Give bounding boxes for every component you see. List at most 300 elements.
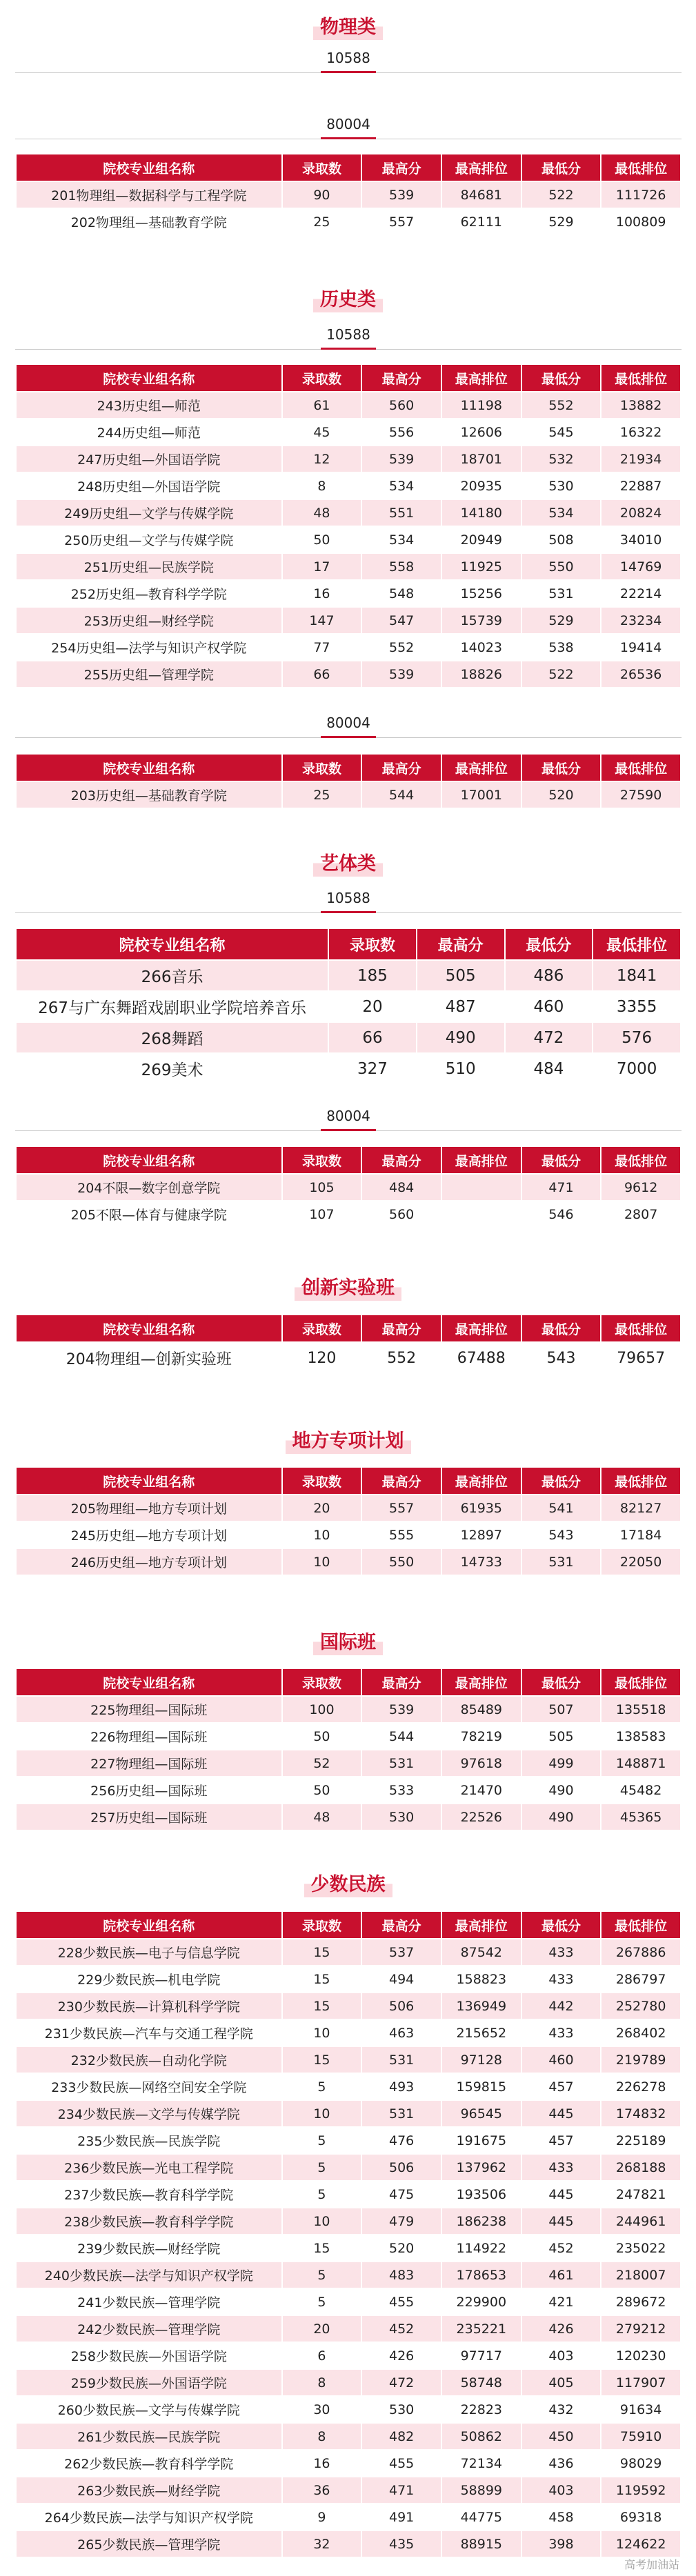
table-cell: 576 bbox=[593, 1022, 681, 1053]
table-cell: 552 bbox=[361, 1342, 441, 1374]
table-cell: 247821 bbox=[601, 2181, 681, 2208]
table-cell: 105 bbox=[282, 1174, 362, 1201]
table-cell: 10 bbox=[282, 1548, 362, 1575]
table-cell: 506 bbox=[361, 1993, 441, 2019]
table-body bbox=[16, 1939, 681, 2557]
table-cell: 233少数民族—网络空间安全学院 bbox=[16, 2073, 282, 2100]
table-row bbox=[16, 1696, 681, 1723]
table-cell: 530 bbox=[361, 2396, 441, 2423]
table-cell: 249历史组—文学与传媒学院 bbox=[16, 499, 282, 526]
table-cell: 85489 bbox=[441, 1696, 521, 1723]
table-cell: 72134 bbox=[441, 2450, 521, 2477]
table-cell: 77 bbox=[282, 634, 362, 661]
table-cell: 226物理组—国际班 bbox=[16, 1723, 282, 1750]
table-cell: 25 bbox=[282, 781, 362, 808]
table-cell: 21934 bbox=[601, 446, 681, 472]
table-cell: 16 bbox=[282, 580, 362, 607]
table-cell: 235022 bbox=[601, 2235, 681, 2262]
table-cell: 537 bbox=[361, 1939, 441, 1966]
table-cell: 98029 bbox=[601, 2450, 681, 2477]
table-row bbox=[16, 2208, 681, 2235]
table-cell: 45 bbox=[282, 419, 362, 446]
table-cell: 530 bbox=[361, 1804, 441, 1830]
section-title bbox=[0, 283, 696, 312]
table-cell: 21470 bbox=[441, 1777, 521, 1804]
table-cell: 252780 bbox=[601, 1993, 681, 2019]
table-cell: 529 bbox=[521, 208, 601, 235]
table-header bbox=[16, 1668, 681, 1696]
table-cell: 16 bbox=[282, 2450, 362, 2477]
table-cell: 97618 bbox=[441, 1750, 521, 1777]
table-cell: 66 bbox=[328, 1022, 417, 1053]
table-cell: 22887 bbox=[601, 472, 681, 499]
table-body bbox=[16, 1174, 681, 1228]
table-cell: 544 bbox=[361, 1723, 441, 1750]
column-header-admitted: 录取数 bbox=[328, 928, 417, 960]
table-cell: 546 bbox=[521, 1201, 601, 1228]
table-cell: 460 bbox=[521, 2046, 601, 2073]
table-cell: 219789 bbox=[601, 2046, 681, 2073]
table-cell: 88915 bbox=[441, 2530, 521, 2557]
table-cell: 16322 bbox=[601, 419, 681, 446]
table-cell: 556 bbox=[361, 419, 441, 446]
table-cell: 463 bbox=[361, 2019, 441, 2046]
column-header-min-score: 最低分 bbox=[521, 1315, 601, 1342]
table-cell: 506 bbox=[361, 2154, 441, 2181]
column-header-min-rank: 最低排位 bbox=[601, 154, 681, 181]
table-cell: 245历史组—地方专项计划 bbox=[16, 1521, 282, 1548]
table-cell: 69318 bbox=[601, 2504, 681, 2530]
table-cell: 435 bbox=[361, 2530, 441, 2557]
table-cell: 267与广东舞蹈戏剧职业学院培养音乐 bbox=[16, 991, 328, 1022]
table-cell: 12 bbox=[282, 446, 362, 472]
table-cell: 253历史组—财经学院 bbox=[16, 607, 282, 634]
table-cell: 135518 bbox=[601, 1696, 681, 1723]
table-cell: 475 bbox=[361, 2181, 441, 2208]
table-cell: 20 bbox=[282, 2315, 362, 2342]
table-cell: 8 bbox=[282, 2369, 362, 2396]
table-cell: 215652 bbox=[441, 2019, 521, 2046]
table-cell: 17001 bbox=[441, 781, 521, 808]
institution-code bbox=[15, 890, 682, 913]
table-cell: 20824 bbox=[601, 499, 681, 526]
column-header-max-score: 最高分 bbox=[361, 364, 441, 392]
table-cell: 22823 bbox=[441, 2396, 521, 2423]
table-cell: 11198 bbox=[441, 392, 521, 419]
table-cell: 534 bbox=[361, 472, 441, 499]
table-cell: 247历史组—外国语学院 bbox=[16, 446, 282, 472]
table-cell: 445 bbox=[521, 2208, 601, 2235]
table-row bbox=[16, 526, 681, 553]
table-row bbox=[16, 580, 681, 607]
table-cell: 520 bbox=[521, 781, 601, 808]
table-cell: 265少数民族—管理学院 bbox=[16, 2530, 282, 2557]
table-cell: 2807 bbox=[601, 1201, 681, 1228]
table-cell: 257历史组—国际班 bbox=[16, 1804, 282, 1830]
column-header-max-score: 最高分 bbox=[361, 1911, 441, 1939]
column-header-admitted: 录取数 bbox=[282, 1911, 362, 1939]
table-row bbox=[16, 2530, 681, 2557]
table-cell: 20949 bbox=[441, 526, 521, 553]
table-cell: 137962 bbox=[441, 2154, 521, 2181]
table-cell: 148871 bbox=[601, 1750, 681, 1777]
table-cell: 26536 bbox=[601, 661, 681, 688]
table-cell: 22050 bbox=[601, 1548, 681, 1575]
table-cell: 205物理组—地方专项计划 bbox=[16, 1495, 282, 1521]
column-header-admitted: 录取数 bbox=[282, 154, 362, 181]
header-row bbox=[16, 1911, 681, 1939]
table-cell: 244961 bbox=[601, 2208, 681, 2235]
table-cell: 15 bbox=[282, 1966, 362, 1993]
column-header-max-score: 最高分 bbox=[417, 928, 505, 960]
table-cell: 234少数民族—文学与传媒学院 bbox=[16, 2100, 282, 2127]
table-cell: 66 bbox=[282, 661, 362, 688]
table-cell: 8 bbox=[282, 2423, 362, 2450]
table-cell: 5 bbox=[282, 2181, 362, 2208]
table-cell: 269美术 bbox=[16, 1053, 328, 1084]
table-cell: 289672 bbox=[601, 2288, 681, 2315]
column-header-admitted: 录取数 bbox=[282, 1467, 362, 1495]
table-cell: 230少数民族—计算机科学学院 bbox=[16, 1993, 282, 2019]
column-header-min-rank: 最低排位 bbox=[601, 1315, 681, 1342]
section-title bbox=[0, 1271, 696, 1301]
table-cell: 246历史组—地方专项计划 bbox=[16, 1548, 282, 1575]
table-row bbox=[16, 991, 681, 1022]
table-row bbox=[16, 1521, 681, 1548]
column-header-min-rank: 最低排位 bbox=[601, 1911, 681, 1939]
table-body bbox=[16, 181, 681, 235]
table-row bbox=[16, 2181, 681, 2208]
table-cell: 327 bbox=[328, 1053, 417, 1084]
table-cell: 433 bbox=[521, 2154, 601, 2181]
institution-code bbox=[15, 326, 682, 350]
table-cell: 15 bbox=[282, 1993, 362, 2019]
table-cell: 5 bbox=[282, 2127, 362, 2154]
admission-table bbox=[15, 928, 682, 1085]
table-cell: 227物理组—国际班 bbox=[16, 1750, 282, 1777]
table-cell: 87542 bbox=[441, 1939, 521, 1966]
table-cell: 236少数民族—光电工程学院 bbox=[16, 2154, 282, 2181]
table-row bbox=[16, 2477, 681, 2504]
table-cell: 6 bbox=[282, 2342, 362, 2369]
table-cell: 522 bbox=[521, 661, 601, 688]
table-row bbox=[16, 2396, 681, 2423]
table-cell: 455 bbox=[361, 2450, 441, 2477]
table-cell: 75910 bbox=[601, 2423, 681, 2450]
column-header-max-score: 最高分 bbox=[361, 1467, 441, 1495]
table-cell: 111726 bbox=[601, 181, 681, 208]
table-cell: 147 bbox=[282, 607, 362, 634]
column-header-admitted: 录取数 bbox=[282, 1146, 362, 1174]
table-cell: 97128 bbox=[441, 2046, 521, 2073]
table-cell: 27590 bbox=[601, 781, 681, 808]
section-title bbox=[0, 1424, 696, 1454]
table-cell: 254历史组—法学与知识产权学院 bbox=[16, 634, 282, 661]
institution-code bbox=[15, 715, 682, 738]
table-row bbox=[16, 419, 681, 446]
table-cell: 5 bbox=[282, 2154, 362, 2181]
table-cell: 529 bbox=[521, 607, 601, 634]
table-cell: 445 bbox=[521, 2100, 601, 2127]
table-row bbox=[16, 1804, 681, 1830]
table-cell: 543 bbox=[521, 1521, 601, 1548]
section-title-text: 地方专项计划 bbox=[286, 1424, 411, 1454]
table-row bbox=[16, 2127, 681, 2154]
table-cell: 50 bbox=[282, 526, 362, 553]
table-cell: 100 bbox=[282, 1696, 362, 1723]
table-cell: 491 bbox=[361, 2504, 441, 2530]
table-cell: 548 bbox=[361, 580, 441, 607]
table-cell: 5 bbox=[282, 2288, 362, 2315]
table-header bbox=[16, 1315, 681, 1342]
table-cell: 107 bbox=[282, 1201, 362, 1228]
table-cell: 482 bbox=[361, 2423, 441, 2450]
table-cell: 543 bbox=[521, 1342, 601, 1374]
table-cell: 186238 bbox=[441, 2208, 521, 2235]
table-cell: 558 bbox=[361, 553, 441, 580]
table-cell: 472 bbox=[505, 1022, 593, 1053]
table-cell: 45482 bbox=[601, 1777, 681, 1804]
table-cell: 560 bbox=[361, 1201, 441, 1228]
table-cell: 120230 bbox=[601, 2342, 681, 2369]
table-cell: 531 bbox=[521, 1548, 601, 1575]
institution-code-text: 10588 bbox=[321, 326, 376, 350]
table-cell: 18701 bbox=[441, 446, 521, 472]
table-header bbox=[16, 364, 681, 392]
table-cell: 533 bbox=[361, 1777, 441, 1804]
table-cell: 10 bbox=[282, 2208, 362, 2235]
table-cell: 484 bbox=[505, 1053, 593, 1084]
table-cell: 229900 bbox=[441, 2288, 521, 2315]
table-cell: 44775 bbox=[441, 2504, 521, 2530]
admission-table bbox=[15, 1668, 682, 1831]
table-cell: 494 bbox=[361, 1966, 441, 1993]
table-body bbox=[16, 1696, 681, 1830]
table-row bbox=[16, 634, 681, 661]
table-cell: 545 bbox=[521, 419, 601, 446]
table-cell: 202物理组—基础教育学院 bbox=[16, 208, 282, 235]
table-cell: 555 bbox=[361, 1521, 441, 1548]
admission-table bbox=[15, 153, 682, 236]
table-header bbox=[16, 1467, 681, 1495]
table-cell: 252历史组—教育科学学院 bbox=[16, 580, 282, 607]
table-row bbox=[16, 2315, 681, 2342]
table-cell: 455 bbox=[361, 2288, 441, 2315]
table-cell: 96545 bbox=[441, 2100, 521, 2127]
table-cell: 10 bbox=[282, 2100, 362, 2127]
table-cell: 457 bbox=[521, 2127, 601, 2154]
table-cell: 10 bbox=[282, 1521, 362, 1548]
table-cell: 82127 bbox=[601, 1495, 681, 1521]
table-cell: 251历史组—民族学院 bbox=[16, 553, 282, 580]
table-body bbox=[16, 1342, 681, 1374]
table-cell: 531 bbox=[361, 1750, 441, 1777]
institution-code-text: 10588 bbox=[321, 50, 376, 73]
table-row bbox=[16, 472, 681, 499]
table-cell: 258少数民族—外国语学院 bbox=[16, 2342, 282, 2369]
institution-code-text: 80004 bbox=[321, 715, 376, 738]
column-header-min-score: 最低分 bbox=[505, 928, 593, 960]
table-cell: 62111 bbox=[441, 208, 521, 235]
table-cell: 15 bbox=[282, 2046, 362, 2073]
table-row bbox=[16, 661, 681, 688]
table-cell: 235221 bbox=[441, 2315, 521, 2342]
table-cell: 557 bbox=[361, 1495, 441, 1521]
table-cell: 100809 bbox=[601, 208, 681, 235]
table-cell: 398 bbox=[521, 2530, 601, 2557]
table-cell: 228少数民族—电子与信息学院 bbox=[16, 1939, 282, 1966]
table-cell: 174832 bbox=[601, 2100, 681, 2127]
table-cell: 61935 bbox=[441, 1495, 521, 1521]
table-cell: 17 bbox=[282, 553, 362, 580]
table-cell: 30 bbox=[282, 2396, 362, 2423]
table-cell: 22526 bbox=[441, 1804, 521, 1830]
table-cell: 531 bbox=[361, 2100, 441, 2127]
table-cell: 457 bbox=[521, 2073, 601, 2100]
table-cell: 11925 bbox=[441, 553, 521, 580]
table-cell: 493 bbox=[361, 2073, 441, 2100]
table-cell: 225物理组—国际班 bbox=[16, 1696, 282, 1723]
column-header-name: 院校专业组名称 bbox=[16, 1146, 282, 1174]
table-cell: 243历史组—师范 bbox=[16, 392, 282, 419]
column-header-name: 院校专业组名称 bbox=[16, 1668, 282, 1696]
table-cell: 262少数民族—教育科学学院 bbox=[16, 2450, 282, 2477]
table-row bbox=[16, 392, 681, 419]
table-cell: 452 bbox=[521, 2235, 601, 2262]
table-cell: 50 bbox=[282, 1777, 362, 1804]
table-cell: 218007 bbox=[601, 2262, 681, 2288]
column-header-name: 院校专业组名称 bbox=[16, 1911, 282, 1939]
table-cell: 14769 bbox=[601, 553, 681, 580]
table-cell: 91634 bbox=[601, 2396, 681, 2423]
table-cell: 442 bbox=[521, 1993, 601, 2019]
table-row bbox=[16, 1750, 681, 1777]
table-row bbox=[16, 1022, 681, 1053]
table-row bbox=[16, 208, 681, 235]
column-header-min-score: 最低分 bbox=[521, 1467, 601, 1495]
table-row bbox=[16, 2262, 681, 2288]
table-cell: 261少数民族—民族学院 bbox=[16, 2423, 282, 2450]
table-cell: 264少数民族—法学与知识产权学院 bbox=[16, 2504, 282, 2530]
table-cell: 9612 bbox=[601, 1174, 681, 1201]
table-cell: 539 bbox=[361, 181, 441, 208]
section-title-text: 创新实验班 bbox=[295, 1271, 401, 1301]
column-header-max-score: 最高分 bbox=[361, 1146, 441, 1174]
table-cell: 541 bbox=[521, 1495, 601, 1521]
table-cell: 178653 bbox=[441, 2262, 521, 2288]
column-header-name: 院校专业组名称 bbox=[16, 754, 282, 781]
table-cell: 20 bbox=[282, 1495, 362, 1521]
table-cell: 138583 bbox=[601, 1723, 681, 1750]
table-header bbox=[16, 754, 681, 781]
table-header bbox=[16, 928, 681, 960]
admission-table bbox=[15, 1146, 682, 1228]
table-cell: 23234 bbox=[601, 607, 681, 634]
table-cell: 539 bbox=[361, 661, 441, 688]
column-header-max-rank: 最高排位 bbox=[441, 1146, 521, 1174]
table-row bbox=[16, 1201, 681, 1228]
table-cell: 18826 bbox=[441, 661, 521, 688]
table-cell: 539 bbox=[361, 446, 441, 472]
table-cell: 117907 bbox=[601, 2369, 681, 2396]
institution-code-text: 80004 bbox=[321, 1108, 376, 1131]
table-cell: 547 bbox=[361, 607, 441, 634]
column-header-min-score: 最低分 bbox=[521, 754, 601, 781]
table-cell: 20935 bbox=[441, 472, 521, 499]
table-cell: 436 bbox=[521, 2450, 601, 2477]
table-row bbox=[16, 781, 681, 808]
table-cell: 452 bbox=[361, 2315, 441, 2342]
column-header-max-score: 最高分 bbox=[361, 754, 441, 781]
table-cell: 433 bbox=[521, 1966, 601, 1993]
column-header-min-rank: 最低排位 bbox=[601, 1467, 681, 1495]
table-cell: 9 bbox=[282, 2504, 362, 2530]
table-row bbox=[16, 2288, 681, 2315]
table-cell: 114922 bbox=[441, 2235, 521, 2262]
section-title-text: 历史类 bbox=[313, 283, 383, 312]
table-cell: 58899 bbox=[441, 2477, 521, 2504]
column-header-max-rank: 最高排位 bbox=[441, 154, 521, 181]
table-cell: 20 bbox=[328, 991, 417, 1022]
table-cell: 471 bbox=[361, 2477, 441, 2504]
table-cell: 534 bbox=[361, 526, 441, 553]
institution-code bbox=[15, 1108, 682, 1131]
table-cell: 136949 bbox=[441, 1993, 521, 2019]
table-cell: 241少数民族—管理学院 bbox=[16, 2288, 282, 2315]
table-cell: 84681 bbox=[441, 181, 521, 208]
table-cell: 552 bbox=[361, 634, 441, 661]
table-cell: 240少数民族—法学与知识产权学院 bbox=[16, 2262, 282, 2288]
column-header-min-score: 最低分 bbox=[521, 364, 601, 392]
column-header-min-rank: 最低排位 bbox=[601, 364, 681, 392]
table-cell: 479 bbox=[361, 2208, 441, 2235]
column-header-max-score: 最高分 bbox=[361, 154, 441, 181]
table-cell: 22214 bbox=[601, 580, 681, 607]
table-cell: 48 bbox=[282, 499, 362, 526]
table-row bbox=[16, 1053, 681, 1084]
table-cell: 490 bbox=[417, 1022, 505, 1053]
table-row bbox=[16, 1342, 681, 1374]
table-cell: 471 bbox=[521, 1174, 601, 1201]
table-cell: 483 bbox=[361, 2262, 441, 2288]
table-header bbox=[16, 1146, 681, 1174]
table-cell: 12897 bbox=[441, 1521, 521, 1548]
header-row bbox=[16, 1668, 681, 1696]
table-cell: 426 bbox=[521, 2315, 601, 2342]
header-row bbox=[16, 928, 681, 960]
table-cell: 238少数民族—教育科学学院 bbox=[16, 2208, 282, 2235]
table-cell: 193506 bbox=[441, 2181, 521, 2208]
header-row bbox=[16, 1315, 681, 1342]
admission-table bbox=[15, 1910, 682, 2558]
table-cell: 124622 bbox=[601, 2530, 681, 2557]
table-cell: 231少数民族—汽车与交通工程学院 bbox=[16, 2019, 282, 2046]
table-cell: 229少数民族—机电学院 bbox=[16, 1966, 282, 1993]
table-cell: 279212 bbox=[601, 2315, 681, 2342]
table-cell: 405 bbox=[521, 2369, 601, 2396]
column-header-max-rank: 最高排位 bbox=[441, 1467, 521, 1495]
table-cell: 522 bbox=[521, 181, 601, 208]
table-cell: 97717 bbox=[441, 2342, 521, 2369]
section-title-text: 少数民族 bbox=[304, 1868, 392, 1897]
table-cell: 204不限—数字创意学院 bbox=[16, 1174, 282, 1201]
table-cell: 159815 bbox=[441, 2073, 521, 2100]
table-cell: 484 bbox=[361, 1174, 441, 1201]
column-header-min-score: 最低分 bbox=[521, 1146, 601, 1174]
column-header-min-rank: 最低排位 bbox=[593, 928, 681, 960]
table-cell: 490 bbox=[521, 1777, 601, 1804]
table-cell: 510 bbox=[417, 1053, 505, 1084]
